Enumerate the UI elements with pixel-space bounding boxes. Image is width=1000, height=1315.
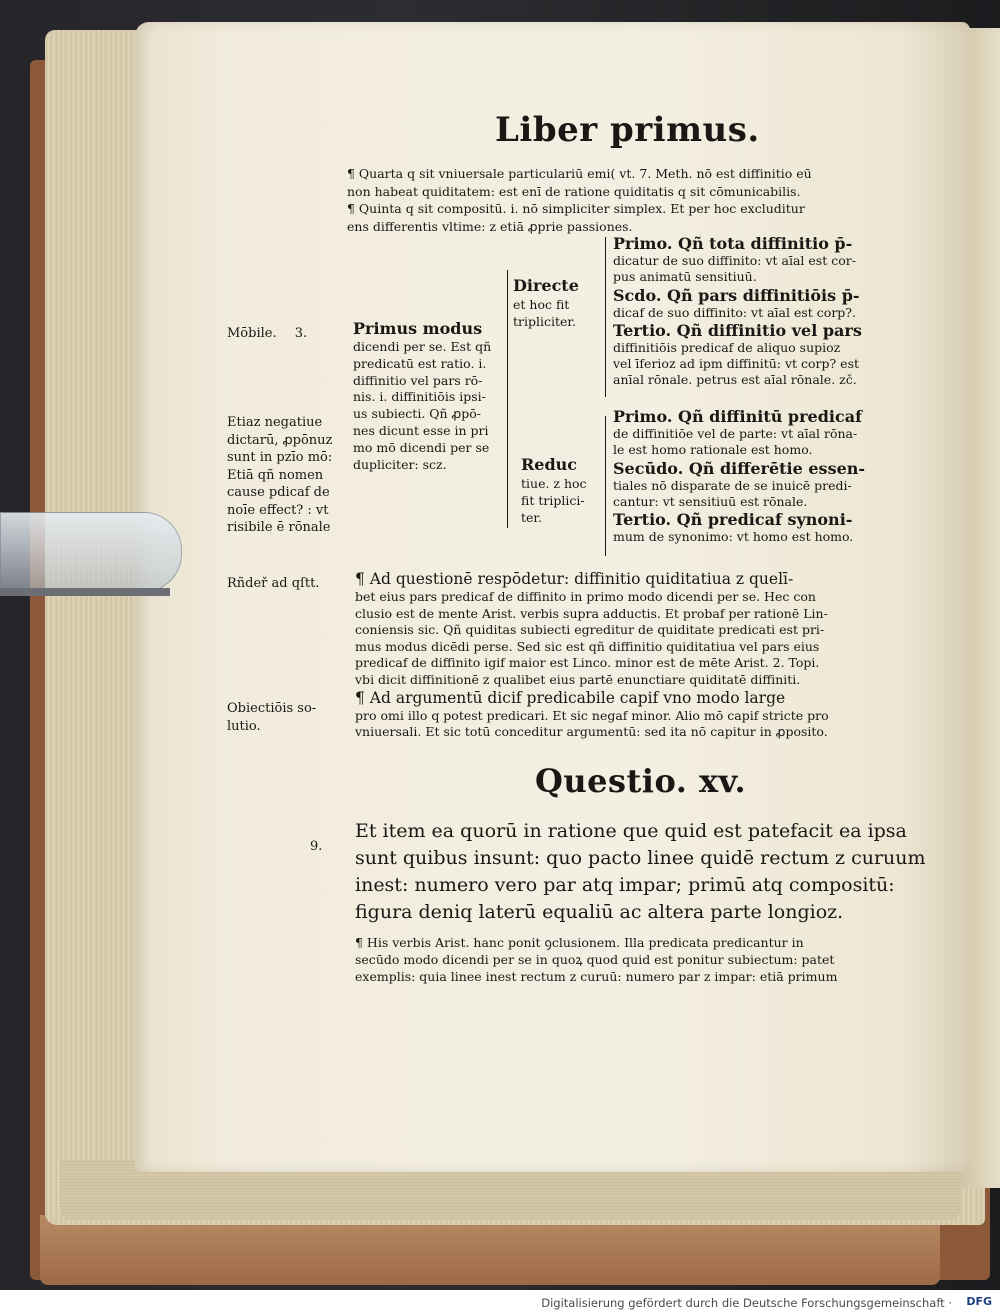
margin-line: Etiaz negatiue bbox=[227, 415, 323, 430]
reductiue-item: Secūdo. Qñ differētie essen- bbox=[613, 458, 866, 478]
directe-item: anīal rōnale. petrus est aīal rōnale. zč. bbox=[613, 372, 857, 388]
margin-note-mobile-text: Mōbile. bbox=[227, 326, 277, 341]
directe-title: Directe bbox=[513, 276, 579, 295]
margin-line: Obiectiōis so- bbox=[227, 701, 317, 716]
reductiue-item: Tertio. Qñ predicaf synoni- bbox=[613, 510, 853, 530]
margin-line: Etiā qñ nomen bbox=[227, 467, 324, 483]
brace-reductiue bbox=[605, 416, 606, 556]
commentary-line: ¶ His verbis Arist. hanc ponit ꝯclusionem. Illa predicata predicantur in bbox=[355, 935, 804, 950]
directe-list bbox=[613, 234, 862, 389]
margin-note-obiectio bbox=[227, 700, 316, 735]
directe-item: Scdo. Qñ pars diffinitiōis p̄- bbox=[613, 285, 860, 305]
response-line: vniuersali. Et sic totū conceditur argumentū: sed ita nō capitur in ꝓposito. bbox=[355, 724, 828, 740]
margin-note-mobile bbox=[227, 325, 307, 343]
reductiue-line: ter. bbox=[521, 510, 542, 525]
aristotle-line: figura deniq laterū equaliū ac altera parte longioz. bbox=[355, 901, 844, 923]
intro-line: ¶ Quinta q sit compositū. i. nō simpliciter simplex. Et per hoc excluditur bbox=[347, 201, 805, 216]
margin-note-mobile-number: 3. bbox=[294, 326, 308, 341]
primus-line: mo mō dicendi per se bbox=[353, 439, 490, 455]
directe-item: dicatur de suo diffinito: vt aīal est cor- bbox=[613, 253, 856, 268]
footer-credit: Digitalisierung gefördert durch die Deutsche Forschungsgemeinschaft · bbox=[541, 1296, 952, 1310]
aristotle-line: inest: numero vero par atq impar; primū atq compositū: bbox=[355, 874, 895, 896]
response-line: bet eius pars predicaf de diffinito in primo modo dicendi per se. Hec con bbox=[355, 589, 816, 604]
primus-line: dicendi per se. Est qñ bbox=[353, 339, 492, 354]
directe-item: Tertio. Qñ diffinitio vel pars bbox=[613, 320, 862, 340]
primus-modus-title: Primus modus bbox=[353, 319, 483, 338]
directe-item: pus animatū sensitiuū. bbox=[613, 269, 757, 285]
response-line: vbi dicit diffinitionē z qualibet eius partē enunctiare quiditatē diffiniti. bbox=[355, 671, 801, 687]
response-line: mus modus dicēdi perse. Sed sic est qñ diffinitio quiditatiua vel pars eius bbox=[355, 638, 820, 654]
directe-item: vel īferioz ad ipm diffinitū: vt corp? est bbox=[613, 356, 860, 372]
primus-line: diffinitio vel pars rō- bbox=[353, 372, 483, 388]
response-line: ¶ Ad argumentū dicif predicabile capif vno modo large bbox=[355, 688, 786, 707]
book-page bbox=[135, 22, 970, 1172]
directe-line: et hoc fit bbox=[513, 297, 570, 312]
primus-line: dupliciter: scz. bbox=[353, 456, 447, 472]
intro-line: ¶ Quarta q sit vniuersale particulariū emi( vt. 7. Meth. nō est diffinitio eū bbox=[347, 166, 812, 181]
reductiue-line: tiue. z hoc bbox=[521, 476, 587, 491]
response-line: predicaf de diffinito igif maior est Linco. minor est de mēte Arist. 2. Topi. bbox=[355, 655, 820, 671]
aristotle-line: Et item ea quorū in ratione que quid est patefacit ea ipsa bbox=[355, 820, 907, 842]
response-line: pro omi illo q potest predicari. Et sic negaf minor. Alio mō capif stricte pro bbox=[355, 707, 829, 723]
response-line: clusio est de mente Arist. verbis supra adductis. Et probaf per rationē Lin- bbox=[355, 605, 828, 621]
directe-line: tripliciter. bbox=[513, 314, 576, 329]
reductiue-title: Reduc bbox=[521, 455, 578, 474]
book-cover-bottom bbox=[40, 1215, 940, 1285]
bookmark-strip bbox=[0, 512, 182, 592]
directe-item: diffinitiōis predicaf de aliquo supioz bbox=[613, 339, 841, 355]
running-head: Liber primus. bbox=[495, 110, 760, 150]
margin-note-rndetur: Rñdeř ad qſtt. bbox=[227, 576, 320, 591]
directe-label bbox=[513, 276, 579, 330]
reductiue-item: tiales nō disparate de se inuicē predi- bbox=[613, 477, 852, 493]
reductiue-item: cantur: vt sensitiuū est rōnale. bbox=[613, 493, 808, 509]
aristotle-line: sunt quibus insunt: quo pacto linee quidē rectum z curuum bbox=[355, 847, 926, 869]
margin-line: sunt in pzīo mō: bbox=[227, 450, 333, 465]
margin-line: lutio. bbox=[227, 718, 261, 734]
commentary-line: secūdo modo dicendi per se in quoꝝ quod quid est ponitur subiectum: patet bbox=[355, 952, 835, 967]
margin-line: noīe effect? : vt bbox=[227, 502, 329, 518]
response-paragraph bbox=[355, 570, 829, 741]
margin-line: risibile ē rōnale bbox=[227, 520, 331, 535]
bookmark-stem bbox=[0, 588, 170, 596]
reductiue-item: Primo. Qñ diffinitū predicaf bbox=[613, 407, 862, 426]
margin-note-etiaz bbox=[227, 414, 332, 537]
primus-line: us subiecti. Qñ ꝓpō- bbox=[353, 406, 481, 422]
reductiue-item: le est homo rationale est homo. bbox=[613, 442, 813, 458]
response-line: coniensis sic. Qñ quiditas subiecti egreditur de quiditate predicati est pri- bbox=[355, 622, 825, 638]
questio-heading: Questio. xv. bbox=[535, 762, 747, 800]
commentary-line: exemplis: quia linee inest rectum z curuū: numero par z impar: etiā primum bbox=[355, 969, 838, 984]
directe-item: dicaf de suo diffinito: vt aīal est corp?. bbox=[613, 304, 856, 320]
reductiue-item: mum de synonimo: vt homo est homo. bbox=[613, 529, 854, 545]
directe-item: Primo. Qñ tota diffinitio p̄- bbox=[613, 234, 853, 253]
margin-note-number: 9. bbox=[310, 839, 323, 854]
intro-paragraph bbox=[347, 165, 812, 235]
dfg-logo: DFG bbox=[966, 1295, 992, 1308]
response-line: ¶ Ad questionē respōdetur: diffinitio quiditatiua z quelī- bbox=[355, 570, 794, 588]
margin-line: dictarū, ꝓpōnuz bbox=[227, 432, 333, 448]
intro-line: non habeat quiditatem: est enī de ratione quiditatis q sit cōmunicabilis. bbox=[347, 183, 801, 199]
reductiue-list bbox=[613, 407, 865, 545]
reductiue-item: de diffinitiōe vel de parte: vt aīal rōna- bbox=[613, 426, 858, 441]
intro-line: ens differentis vltime: z etiā ꝓprie passiones. bbox=[347, 218, 633, 234]
primus-line: nis. i. diffinitiōis ipsi- bbox=[353, 389, 486, 405]
brace-main bbox=[507, 270, 508, 528]
primus-modus-block bbox=[353, 319, 491, 473]
commentary-paragraph bbox=[355, 934, 837, 985]
margin-line: cause pdicaf de bbox=[227, 485, 330, 500]
primus-line: predicatū est ratio. i. bbox=[353, 355, 487, 371]
reductiue-label bbox=[521, 455, 587, 526]
primus-line: nes dicunt esse in pri bbox=[353, 422, 489, 438]
aristotle-text bbox=[355, 818, 926, 926]
reductiue-line: fit triplici- bbox=[521, 493, 585, 508]
brace-directe bbox=[605, 237, 606, 397]
